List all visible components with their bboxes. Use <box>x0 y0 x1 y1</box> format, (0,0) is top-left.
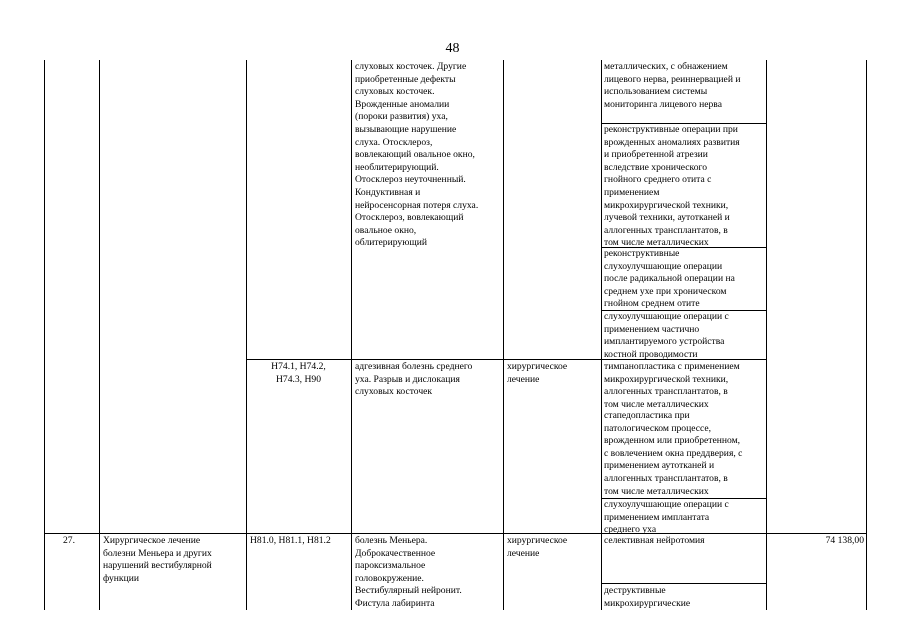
method-cell: реконструктивные операции при врожденных аномалиях развития и приобретенной атрезии вследствие хронического гнойного среднего отита с применением микрохирургической техники, лучевой техники, аутотканей и аллогенных трансплантатов, в том числе металлических <box>604 124 740 249</box>
method-cell: деструктивные микрохирургические <box>604 585 691 609</box>
diagnosis-cell-top: слуховых косточек. Другие приобретенные дефекты слуховых косточек. Врожденные аномалии (пороки развития) уха, вызывающие нарушение слуха. Отосклероз, вовлекающий овальное окно, необлитерирующий. Отосклероз неуточненный. Кондуктивная и нейросенсорная потеря слуха. Отосклероз, вовлекающий овальное окно, облитерирующий <box>355 61 479 249</box>
method-cell: стапедопластика при патологическом процессе, врожденном или приобретенном, с вовлечением окна преддверия, с применением аутотканей и аллогенных трансплантатов, в том числе металлических <box>604 410 743 497</box>
method-cell: слухоулучшающие операции с применением частично имплантируемого устройства костной проводимости <box>604 311 729 360</box>
icd-codes-cell: H74.1, H74.2, H74.3, H90 <box>271 361 326 385</box>
care-type-name-cell: Хирургическое лечение болезни Меньера и других нарушений вестибулярной функции <box>103 535 212 584</box>
method-cell: слухоулучшающие операции с применением имплантата среднего уха <box>604 499 729 536</box>
treatment-type-cell: хирургическое лечение <box>507 535 568 559</box>
page-number: 48 <box>445 41 460 56</box>
row-number: 27. <box>63 535 75 546</box>
method-cell: реконструктивные слухоулучшающие операции после радикальной операции на среднем ухе при хроническом гнойном среднем отите <box>604 248 735 310</box>
cost-cell: 74 138,00 <box>825 535 864 546</box>
diagnosis-cell: болезнь Меньера. Доброкачественное пароксизмальное головокружение. Вестибулярный нейронит. Фистула лабиринта <box>355 535 462 609</box>
method-cell: металлических, с обнажением лицевого нерва, реиннервацией и использованием системы мониторинга лицевого нерва <box>604 61 741 110</box>
method-cell: селективная нейротомия <box>604 535 705 546</box>
diagnosis-cell: адгезивная болезнь среднего уха. Разрыв и дислокация слуховых косточек <box>355 361 473 398</box>
icd-codes-cell: H81.0, H81.1, H81.2 <box>250 535 331 546</box>
treatment-type-cell: хирургическое лечение <box>507 361 568 385</box>
method-cell: тимпанопластика с применением микрохирургической техники, аллогенных трансплантатов, в том числе металлических <box>604 361 740 410</box>
